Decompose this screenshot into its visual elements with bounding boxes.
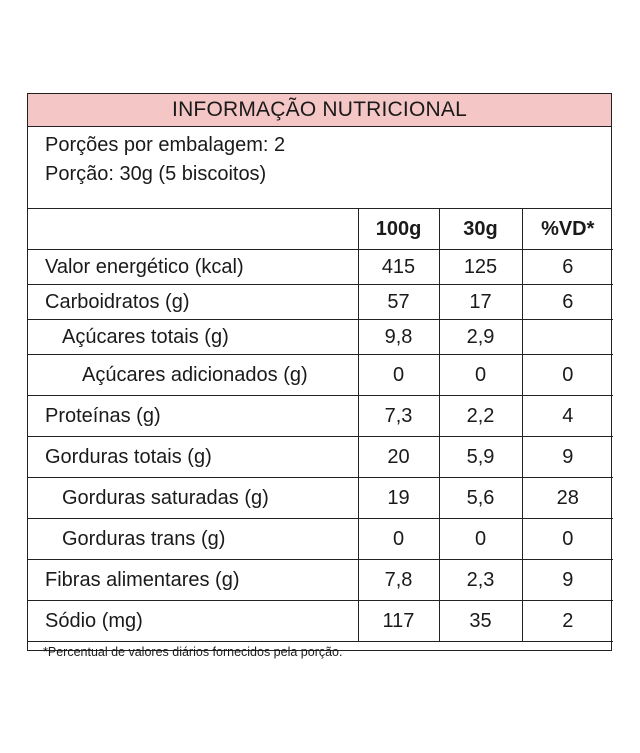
table-row [28,250,613,285]
value-30g: 125 [439,250,522,285]
value-vd: 0 [522,519,613,560]
value-30g: 2,2 [439,396,522,437]
nutrient-name: Valor energético (kcal) [28,250,358,285]
table-row [28,396,613,437]
portions-per-package: Porções por embalagem: 2 [45,134,286,156]
value-vd: 4 [522,396,613,437]
nutrient-name: Gorduras totais (g) [28,437,358,478]
value-100g: 19 [358,478,439,519]
nutrient-name: Sódio (mg) [28,601,358,642]
nutrient-name: Gorduras saturadas (g) [28,478,358,519]
nutrient-name: Fibras alimentares (g) [28,560,358,601]
nutrition-table [28,209,613,642]
value-100g: 0 [358,355,439,396]
value-30g: 0 [439,519,522,560]
header-cell-empty [28,209,358,250]
nutrition-label [27,93,612,659]
value-vd: 6 [522,285,613,320]
value-30g: 5,6 [439,478,522,519]
value-30g: 5,9 [439,437,522,478]
value-30g: 2,3 [439,560,522,601]
value-100g: 20 [358,437,439,478]
value-vd: 9 [522,560,613,601]
nutrient-name: Proteínas (g) [28,396,358,437]
header-cell-vd: %VD* [522,209,613,250]
table-header-row [28,209,613,250]
table-row [28,519,613,560]
value-vd: 28 [522,478,613,519]
table-row [28,601,613,642]
nutrient-name: Gorduras trans (g) [28,519,358,560]
header-cell-30g: 30g [439,209,522,250]
value-30g: 35 [439,601,522,642]
table-row [28,320,613,355]
value-100g: 57 [358,285,439,320]
value-vd: 2 [522,601,613,642]
table-row [28,560,613,601]
footnote: *Percentual de valores diários fornecidos pela porção. [43,645,343,659]
value-30g: 17 [439,285,522,320]
value-100g: 7,8 [358,560,439,601]
table-row [28,285,613,320]
table-row [28,478,613,519]
value-vd: 0 [522,355,613,396]
value-vd: 9 [522,437,613,478]
nutrient-name: Açúcares adicionados (g) [28,355,358,396]
portion-size: Porção: 30g (5 biscoitos) [45,163,267,185]
value-vd: 6 [522,250,613,285]
value-100g: 9,8 [358,320,439,355]
header-cell-100g: 100g [358,209,439,250]
nutrient-name: Carboidratos (g) [28,285,358,320]
value-100g: 7,3 [358,396,439,437]
value-100g: 415 [358,250,439,285]
value-30g: 2,9 [439,320,522,355]
value-30g: 0 [439,355,522,396]
nutrient-name: Açúcares totais (g) [28,320,358,355]
value-100g: 0 [358,519,439,560]
table-row [28,437,613,478]
portion-info [28,127,611,209]
label-title: INFORMAÇÃO NUTRICIONAL [28,94,611,127]
table-row [28,355,613,396]
value-vd [522,320,613,355]
value-100g: 117 [358,601,439,642]
